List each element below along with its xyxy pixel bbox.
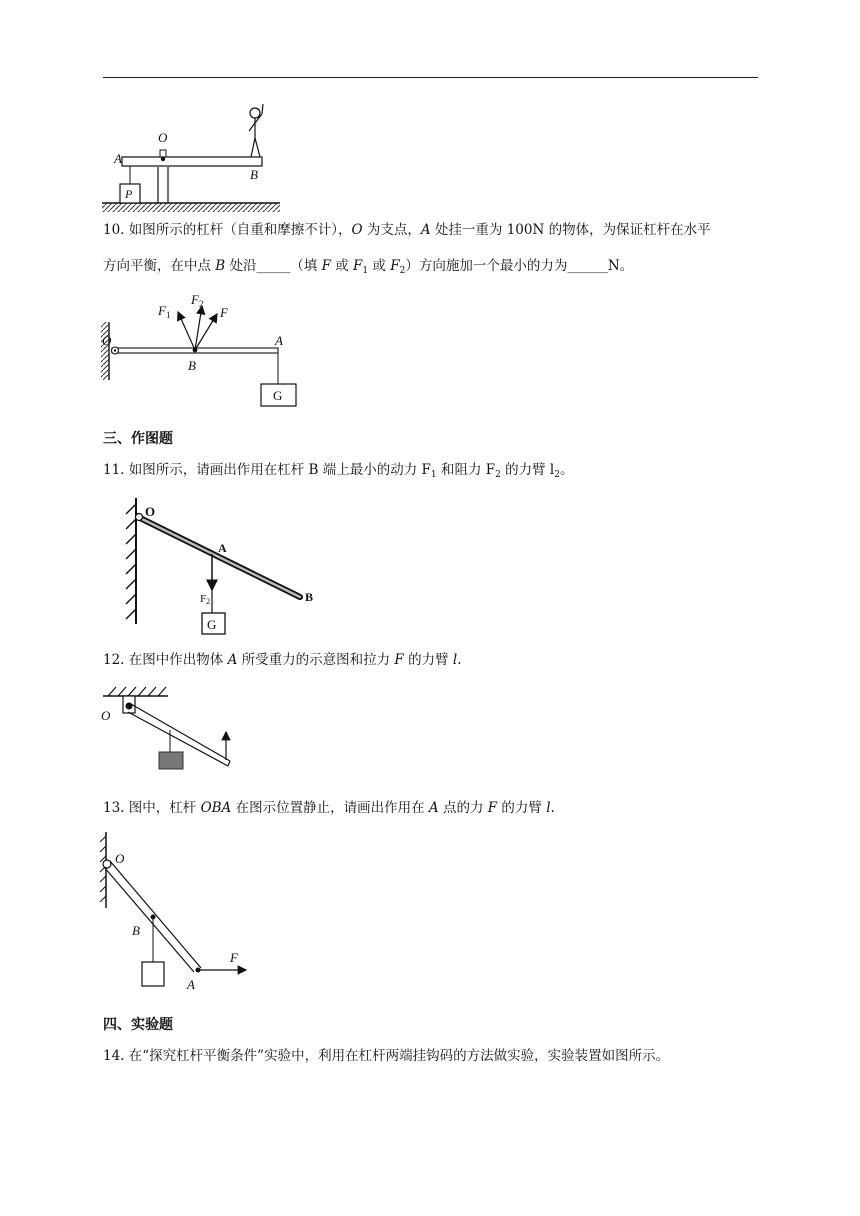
lever-bar xyxy=(122,157,262,166)
pivot-o xyxy=(136,514,143,521)
label-b: B xyxy=(250,167,258,182)
label-a: A xyxy=(187,977,195,992)
pivot-o xyxy=(103,860,111,868)
figure-q13 xyxy=(98,828,258,996)
figure-q10 xyxy=(98,290,308,410)
label-g: G xyxy=(273,388,283,403)
block-a xyxy=(159,752,183,769)
label-a: A xyxy=(275,333,283,348)
pivot-point xyxy=(161,157,165,161)
block xyxy=(142,962,164,986)
arrow-f1 xyxy=(178,312,195,350)
figure-q12 xyxy=(98,682,248,777)
label-a: A xyxy=(114,151,122,166)
label-b: B xyxy=(132,923,140,938)
label-f: F xyxy=(230,950,238,965)
q14-text: 14. 在“探究杠杆平衡条件”实验中，利用在杠杆两端挂钩码的方法做实验，实验装置如图所示。 xyxy=(103,1048,670,1064)
person-icon xyxy=(249,104,263,157)
figure-q11 xyxy=(112,492,332,642)
label-f1: $F_1$ xyxy=(158,303,171,320)
label-g: G xyxy=(207,617,217,632)
wall xyxy=(101,322,109,380)
pivot-o xyxy=(126,703,133,710)
label-p: P xyxy=(125,187,133,201)
label-f2: F2 xyxy=(200,593,211,606)
label-a: A xyxy=(218,541,227,555)
header-rule xyxy=(103,77,758,78)
label-o: O xyxy=(158,130,168,145)
label-f: F xyxy=(220,305,228,320)
q13-text: 13. 图中，杠杆 OBA 在图示位置静止，请画出作用在 A 点的力 F 的力臂 l. xyxy=(103,800,555,816)
q10-line-1: 10. 如图所示的杠杆（自重和摩擦不计），O 为支点，A 处挂一重为 100N 的物体，为保证杠杆在水平 xyxy=(103,222,711,238)
label-o: O xyxy=(102,333,112,348)
label-o: O xyxy=(101,708,111,723)
label-b: B xyxy=(188,358,196,373)
label-f2: $F_2$ xyxy=(191,292,204,309)
label-b: B xyxy=(305,590,314,604)
figure-seesaw xyxy=(100,100,285,215)
label-o: O xyxy=(115,851,125,866)
ground xyxy=(102,203,280,212)
label-o: O xyxy=(145,504,156,519)
section-4-title: 四、实验题 xyxy=(103,1017,173,1033)
q12-text: 12. 在图中作出物体 A 所受重力的示意图和拉力 F 的力臂 l. xyxy=(103,652,462,668)
q10-line-2: 方向平衡，在中点 B 处沿_____（填 F 或 $F_1$ 或 $F_2$）方向施加一个最小的力为______N。 xyxy=(103,258,634,276)
section-3-title: 三、作图题 xyxy=(103,431,173,447)
q11-text: 11. 如图所示，请画出作用在杠杆 B 端上最小的动力 $F_1$ 和阻力 $F_2$ 的力臂 $l_2$。 xyxy=(103,462,574,480)
